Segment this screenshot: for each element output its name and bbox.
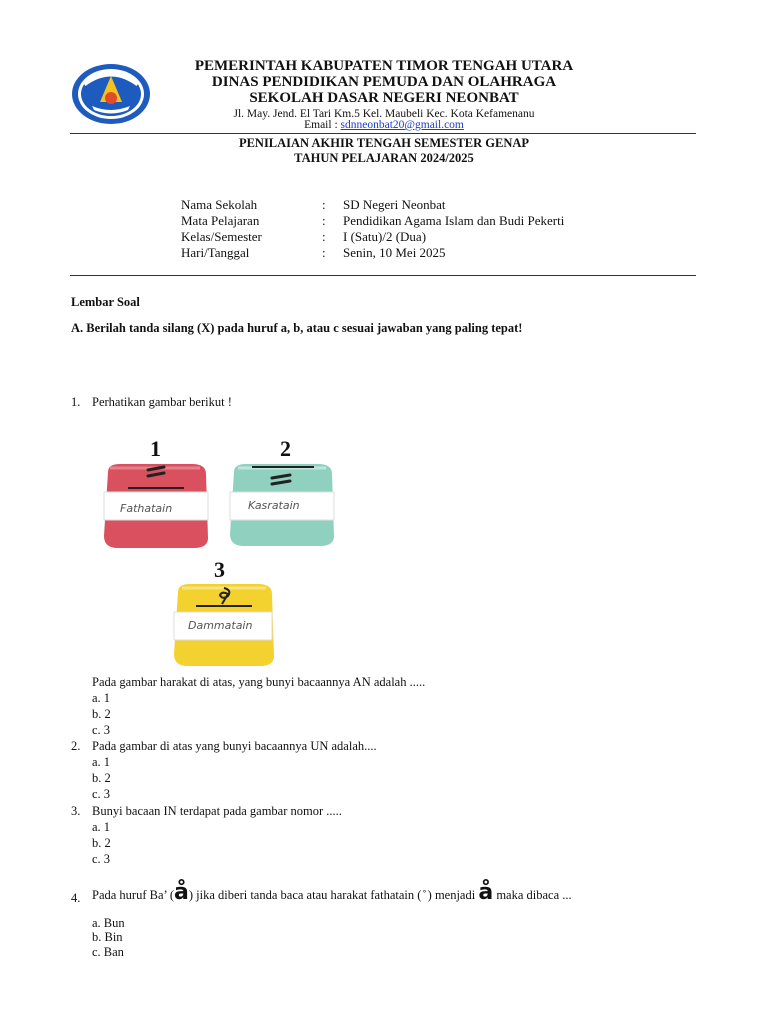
- option-c[interactable]: c. 3: [92, 723, 111, 737]
- question-number: 1.: [71, 395, 81, 409]
- info-colon: :: [322, 229, 326, 244]
- info-label: Hari/Tanggal: [181, 245, 250, 260]
- info-value: Pendidikan Agama Islam dan Budi Pekerti: [343, 213, 565, 228]
- email-label: Email :: [304, 119, 341, 131]
- question-number: 2.: [71, 739, 81, 753]
- card-label-dammatain: Dammatain: [188, 619, 253, 632]
- question-text-part: Pada huruf Ba’ (: [92, 888, 175, 902]
- arabic-ba-glyph: å: [174, 880, 189, 905]
- section-a-instruction: A. Berilah tanda silang (X) pada huruf a, b, atau c sesuai jawaban yang paling tepat!: [71, 321, 523, 335]
- option-b[interactable]: b. 2: [92, 836, 111, 850]
- header-line-2: DINAS PENDIDIKAN PEMUDA DAN OLAHRAGA: [211, 74, 557, 90]
- question-text: [92, 878, 572, 910]
- card-label-fathatain: Fathatain: [120, 502, 173, 515]
- sheet-title: Lembar Soal: [71, 295, 140, 309]
- info-value: SD Negeri Neonbat: [343, 197, 446, 212]
- kasratain-card: [228, 462, 336, 548]
- option-b[interactable]: b. 2: [92, 771, 111, 785]
- option-a[interactable]: a. 1: [92, 820, 111, 834]
- fathatain-card: [100, 462, 212, 550]
- school-address: Jl. May. Jend. El Tari Km.5 Kel. Maubeli Kec. Kota Kefamenanu: [233, 108, 535, 120]
- header-line-3: SEKOLAH DASAR NEGERI NEONBAT: [249, 90, 519, 106]
- info-colon: :: [322, 197, 326, 212]
- question-text: Pada gambar di atas yang bunyi bacaannya UN adalah....: [92, 739, 377, 753]
- header-line-1: PEMERINTAH KABUPATEN TIMOR TENGAH UTARA: [194, 58, 574, 74]
- info-value: Senin, 10 Mei 2025: [343, 245, 446, 260]
- arabic-ban-glyph: å: [478, 880, 494, 905]
- info-colon: :: [322, 213, 326, 228]
- question-number: 4.: [71, 891, 81, 905]
- option-b[interactable]: b. 2: [92, 707, 111, 721]
- info-value: I (Satu)/2 (Dua): [343, 229, 427, 244]
- info-label: Kelas/Semester: [181, 229, 262, 244]
- email-link[interactable]: sdnneonbat20@gmail.com: [340, 119, 464, 131]
- info-rule: [70, 275, 696, 276]
- option-c[interactable]: c. Ban: [92, 945, 124, 959]
- image-number-2: 2: [280, 436, 291, 461]
- card-label-kasratain: Kasratain: [248, 499, 300, 512]
- option-a[interactable]: a. 1: [92, 755, 111, 769]
- question-text-part: ) jika diberi tanda baca atau harakat fathatain ( ̊ ) menjadi: [188, 888, 479, 902]
- image-number-3: 3: [214, 557, 225, 582]
- option-b[interactable]: b. Bin: [92, 930, 123, 944]
- question-text: Perhatikan gambar berikut !: [92, 395, 232, 409]
- exam-title: PENILAIAN AKHIR TENGAH SEMESTER GENAP: [238, 136, 530, 150]
- exam-year: TAHUN PELAJARAN 2024/2025: [294, 151, 474, 165]
- info-label: Nama Sekolah: [181, 197, 258, 212]
- question-number: 3.: [71, 804, 81, 818]
- dammatain-card: [170, 582, 276, 668]
- option-a[interactable]: a. Bun: [92, 916, 125, 930]
- info-label: Mata Pelajaran: [181, 213, 260, 228]
- question-text: Bunyi bacaan IN terdapat pada gambar nomor .....: [92, 804, 342, 818]
- school-email-row: [150, 119, 618, 132]
- option-c[interactable]: c. 3: [92, 852, 111, 866]
- option-a[interactable]: a. 1: [92, 691, 111, 705]
- option-c[interactable]: c. 3: [92, 787, 111, 801]
- header-rule: [70, 133, 696, 134]
- question-text-part: maka dibaca ...: [493, 888, 572, 902]
- school-logo: [70, 62, 152, 126]
- info-colon: :: [322, 245, 326, 260]
- question-followup: Pada gambar harakat di atas, yang bunyi bacaannya AN adalah .....: [92, 675, 426, 689]
- image-number-1: 1: [150, 436, 161, 461]
